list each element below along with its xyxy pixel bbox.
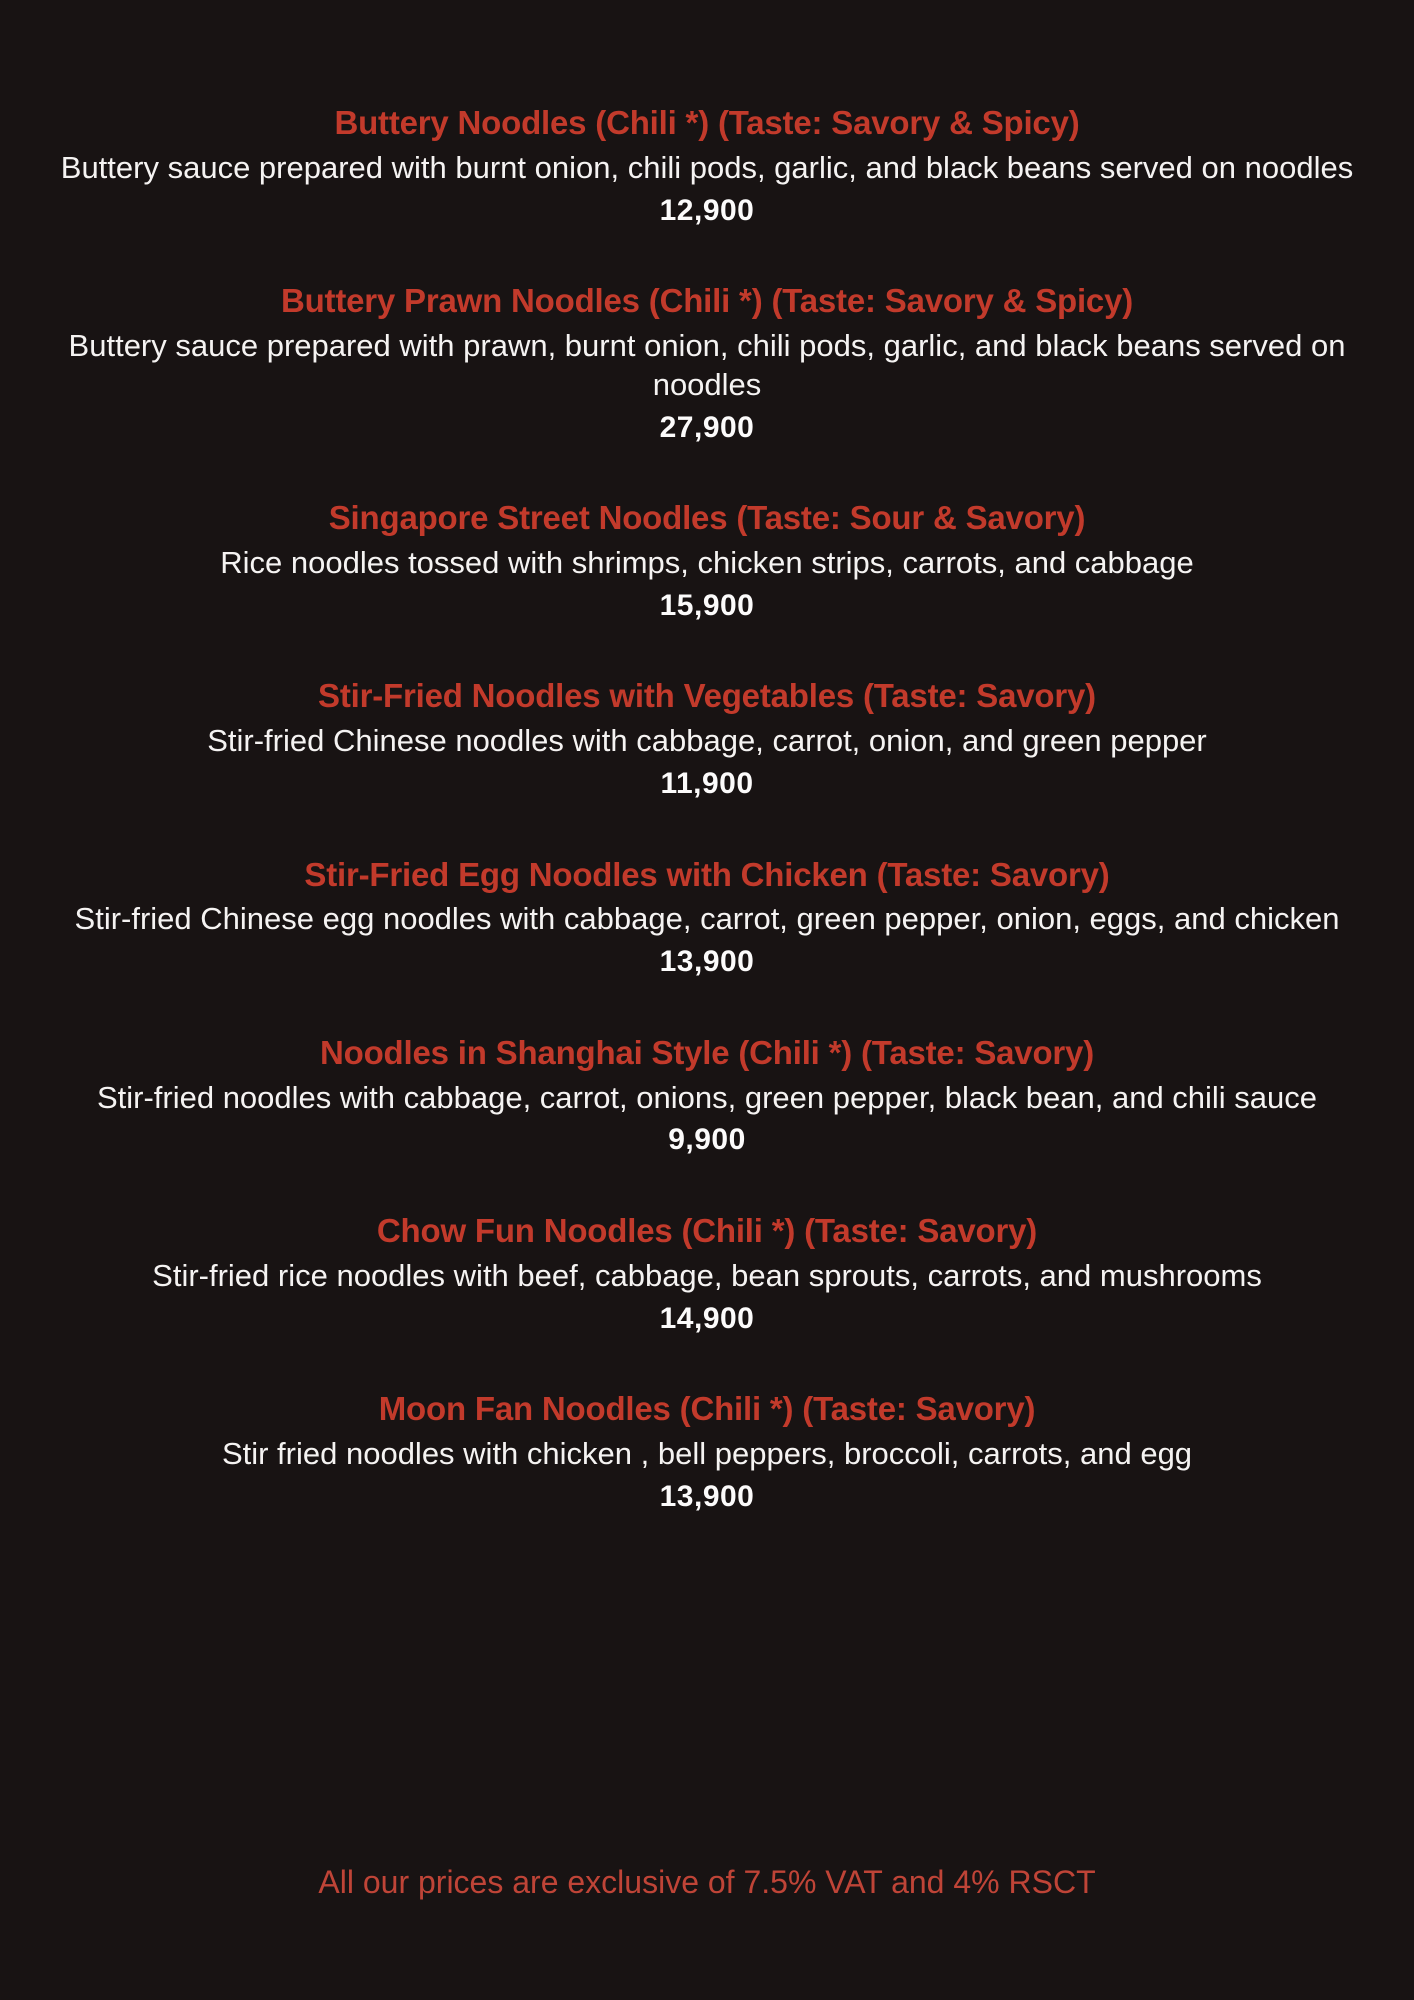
menu-item-price: 13,900 (659, 1479, 755, 1513)
menu-item-title: Buttery Prawn Noodles (Chili *) (Taste: Savory & Spicy) (280, 282, 1134, 320)
menu-item-description: Rice noodles tossed with shrimps, chicken strips, carrots, and cabbage (220, 545, 1194, 581)
menu-item (39, 856, 1375, 981)
menu-item-price: 15,900 (659, 588, 755, 622)
menu-item-price: 12,900 (659, 193, 755, 227)
menu-item-title: Buttery Noodles (Chili *) (Taste: Savory & Spicy) (334, 104, 1080, 141)
menu-item-price: 27,900 (659, 410, 755, 444)
menu-item-description: Buttery sauce prepared with prawn, burnt onion, chili pods, garlic, and black beans served on noodles (68, 328, 1346, 402)
menu-item-price: 9,900 (668, 1123, 746, 1157)
menu-item-price: 11,900 (660, 767, 754, 800)
menu-item-price: 14,900 (659, 1301, 755, 1335)
menu-item-title: Chow Fun Noodles (Chili *) (Taste: Savory) (376, 1211, 1038, 1249)
menu-item-description: Buttery sauce prepared with burnt onion, chili pods, garlic, and black beans served on noodles (60, 149, 1354, 185)
menu-item-title: Stir-Fried Egg Noodles with Chicken (Taste: Savory) (304, 855, 1110, 893)
menu-list (39, 104, 1375, 1515)
menu-item (39, 677, 1375, 802)
menu-item (39, 499, 1375, 624)
menu-item (39, 1390, 1375, 1515)
menu-item-description: Stir-fried noodles with cabbage, carrot, onions, green pepper, black bean, and chili sauce (96, 1079, 1318, 1115)
vat-disclaimer: All our prices are exclusive of 7.5% VAT and 4% RSCT (318, 1864, 1096, 1900)
menu-item-description: Stir-fried Chinese noodles with cabbage, carrot, onion, and green pepper (207, 723, 1207, 759)
menu-item-price: 13,900 (659, 945, 755, 979)
menu-item-title: Stir-Fried Noodles with Vegetables (Taste: Savory) (318, 677, 1096, 715)
menu-item (39, 1212, 1375, 1337)
menu-item-description: Stir fried noodles with chicken , bell peppers, broccoli, carrots, and egg (221, 1436, 1193, 1471)
menu-item-title: Singapore Street Noodles (Taste: Sour & Savory) (328, 499, 1086, 537)
menu-item-title: Moon Fan Noodles (Chili *) (Taste: Savory) (378, 1390, 1036, 1428)
menu-item-description: Stir-fried Chinese egg noodles with cabbage, carrot, green pepper, onion, eggs, and chicken (74, 901, 1340, 937)
menu-item (39, 282, 1375, 446)
menu-item-title: Noodles in Shanghai Style (Chili *) (Taste: Savory) (320, 1033, 1094, 1071)
menu-item (39, 1034, 1375, 1159)
menu-item (39, 104, 1375, 229)
menu-item-description: Stir-fried rice noodles with beef, cabbage, bean sprouts, carrots, and mushrooms (152, 1257, 1262, 1293)
